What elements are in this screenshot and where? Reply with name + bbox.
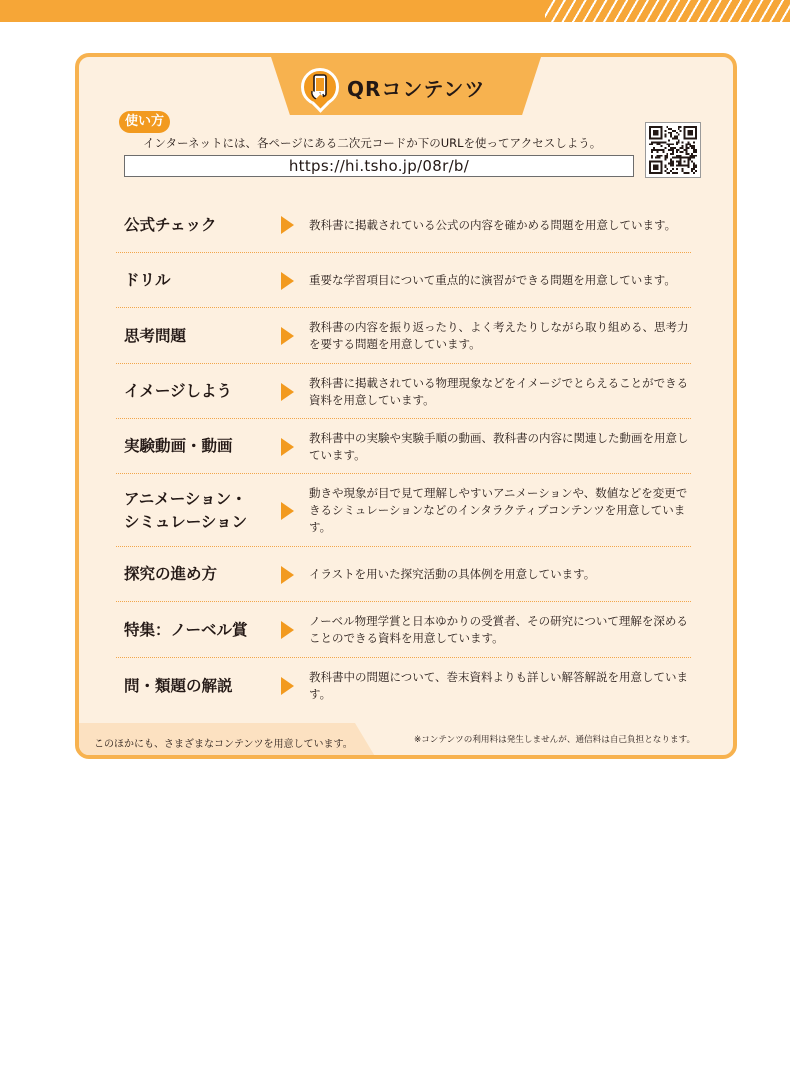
top-band <box>0 0 790 22</box>
item-label: 実験動画・動画 <box>124 437 233 455</box>
triangle-arrow-icon <box>281 677 294 695</box>
list-item[interactable] <box>116 474 691 547</box>
item-description: 教科書中の実験や実験手順の動画、教科書の内容に関連した動画を用意しています。 <box>309 430 689 462</box>
usage-badge: 使い方 <box>119 111 170 133</box>
item-description: イラストを用いた探究活動の具体例を用意しています。 <box>309 567 596 581</box>
list-item[interactable] <box>116 308 691 364</box>
item-description: ノーベル物理学賞と日本ゆかりの受賞者、その研究について理解を深めることのできる資料を用意しています。 <box>309 614 688 645</box>
smartphone-icon <box>301 68 339 106</box>
usage-instruction: インターネットには、各ページにある二次元コードか下のURLを使ってアクセスしよう。 <box>143 136 602 150</box>
list-item[interactable] <box>116 658 691 714</box>
triangle-arrow-icon <box>281 383 294 401</box>
item-label: 探究の進め方 <box>124 565 218 583</box>
qr-code-image[interactable] <box>645 122 701 178</box>
item-description: 動きや現象が目で見て理解しやすいアニメーションや、数値などを変更できるシミュレーションなどのインタラクティブコンテンツを用意しています。 <box>309 486 688 534</box>
item-label: 公式チェック <box>124 215 217 234</box>
footer-note-right: ※コンテンツの利用料は発生しませんが、通信料は自己負担となります。 <box>414 735 696 745</box>
item-label <box>124 488 247 534</box>
item-label: ドリル <box>124 271 171 289</box>
page-title: QRコンテンツ <box>347 76 486 101</box>
top-stripes <box>545 0 790 22</box>
triangle-arrow-icon <box>281 216 294 234</box>
item-description: 教科書中の問題について、巻末資料よりも詳しい解答解説を用意しています。 <box>309 670 689 701</box>
triangle-arrow-icon <box>281 621 294 639</box>
qr-code-icon <box>649 126 697 174</box>
item-label-line: シミュレーション <box>124 512 248 531</box>
list-item[interactable] <box>116 547 691 602</box>
list-item[interactable] <box>116 253 691 308</box>
list-item[interactable] <box>116 419 691 474</box>
item-description: 教科書の内容を振り返ったり、よく考えたりしながら取り組める、思考力を要する問題を用意しています。 <box>309 320 689 351</box>
triangle-arrow-icon <box>281 438 294 456</box>
item-label: 問・類題の解説 <box>124 676 233 695</box>
footer-note-left: このほかにも、さまざまなコンテンツを用意しています。 <box>94 739 353 750</box>
url-link[interactable]: https://hi.tsho.jp/08r/b/ <box>124 155 634 177</box>
item-description: 教科書に掲載されている公式の内容を確かめる問題を用意しています。 <box>309 217 677 232</box>
qr-contents-panel <box>75 53 737 759</box>
item-label: 特集：ノーベル賞 <box>124 620 248 639</box>
triangle-arrow-icon <box>281 502 294 520</box>
list-item[interactable] <box>116 197 691 253</box>
title-area <box>301 69 485 105</box>
content-list <box>116 197 691 714</box>
triangle-arrow-icon <box>281 272 294 290</box>
list-item[interactable] <box>116 364 691 419</box>
item-label: イメージしよう <box>124 382 233 400</box>
list-item[interactable] <box>116 602 691 658</box>
item-label-line: アニメーション・ <box>124 489 247 508</box>
item-description: 重要な学習項目について重点的に演習ができる問題を用意しています。 <box>309 273 676 287</box>
item-description: 教科書に掲載されている物理現象などをイメージでとらえることができる資料を用意しています。 <box>309 375 689 407</box>
item-label: 思考問題 <box>124 326 187 345</box>
triangle-arrow-icon <box>281 566 294 584</box>
triangle-arrow-icon <box>281 327 294 345</box>
